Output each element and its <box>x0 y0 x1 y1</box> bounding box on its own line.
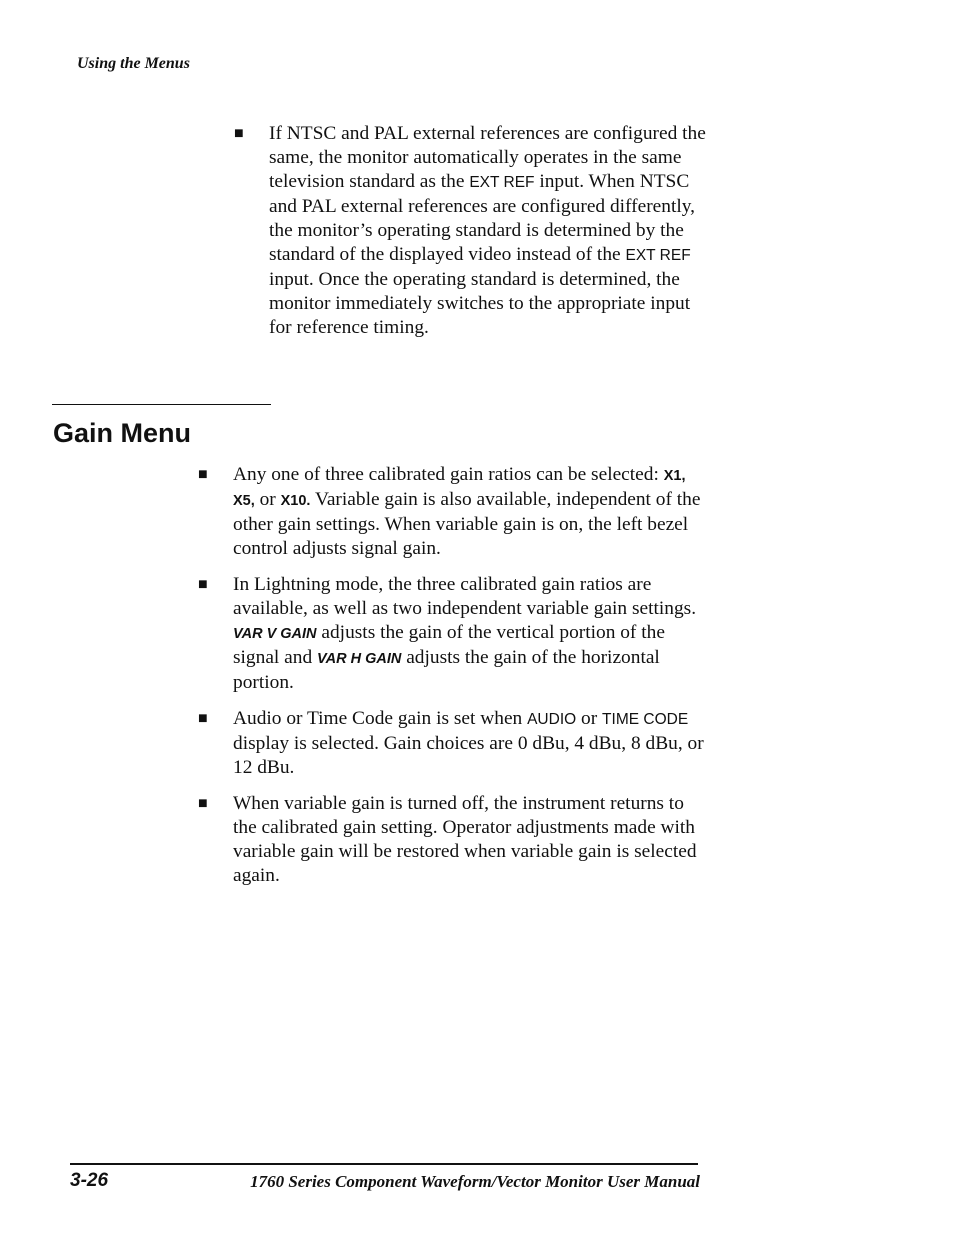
bullet-text: or <box>576 708 603 729</box>
square-bullet-icon: ■ <box>198 576 208 593</box>
gain-bullet-list <box>198 463 708 900</box>
ext-ref-keyword: EXT REF <box>469 174 535 191</box>
list-item <box>234 122 709 340</box>
gain-ratio-keyword: X10. <box>280 493 311 509</box>
bullet-text: adjusts the gain of the vertical portion of the signal and <box>233 622 665 668</box>
bullet-text: Variable gain is also available, independent of the other gain settings. When variable gain is on, the left bezel control adjusts signal gain. <box>233 489 701 559</box>
page-number: 3-26 <box>70 1170 109 1191</box>
bullet-text: adjusts the gain of the horizontal portion. <box>233 647 660 693</box>
bullet-text: Any one of three calibrated gain ratios can be selected: <box>233 464 664 485</box>
running-head: Using the Menus <box>77 55 190 72</box>
square-bullet-icon: ■ <box>234 125 244 142</box>
bullet-text: display is selected. Gain choices are 0 dBu, 4 dBu, 8 dBu, or 12 dBu. <box>233 733 704 778</box>
list-item <box>198 463 708 561</box>
var-v-gain-keyword: VAR V GAIN <box>233 626 317 642</box>
bullet-text: If NTSC and PAL external references are configured the same, the monitor automatically operates in the same television standard as the <box>269 123 706 192</box>
list-item <box>198 792 708 888</box>
list-item <box>198 573 708 695</box>
square-bullet-icon: ■ <box>198 795 208 812</box>
audio-keyword: AUDIO <box>527 711 577 728</box>
square-bullet-icon: ■ <box>198 710 208 727</box>
section-divider <box>52 404 271 405</box>
intro-bullet-list <box>234 122 709 340</box>
var-h-gain-keyword: VAR H GAIN <box>317 651 402 667</box>
bullet-text: When variable gain is turned off, the instrument returns to the calibrated gain setting. Operator adjustments made with variable gain will be restored when variable gain is selected again. <box>233 793 697 886</box>
footer-divider <box>70 1163 698 1165</box>
list-item <box>198 707 708 780</box>
manual-title: 1760 Series Component Waveform/Vector Monitor User Manual <box>250 1172 700 1191</box>
bullet-text: input. When NTSC and PAL external references are configured differently, the monitor’s operating standard is determined by the standard of the displayed video instead of the <box>269 171 696 265</box>
bullet-text: Audio or Time Code gain is set when <box>233 708 528 729</box>
time-code-keyword: TIME CODE <box>602 711 689 728</box>
bullet-text: or <box>254 489 281 510</box>
gain-ratio-keyword: X1, X5, <box>233 468 686 509</box>
square-bullet-icon: ■ <box>198 466 208 483</box>
ext-ref-keyword: EXT REF <box>625 247 691 264</box>
section-title: Gain Menu <box>53 418 192 448</box>
bullet-text: In Lightning mode, the three calibrated gain ratios are available, as well as two independent variable gain settings. <box>233 574 697 619</box>
bullet-text: input. Once the operating standard is determined, the monitor immediately switches to the appropriate input for reference timing. <box>269 269 691 338</box>
